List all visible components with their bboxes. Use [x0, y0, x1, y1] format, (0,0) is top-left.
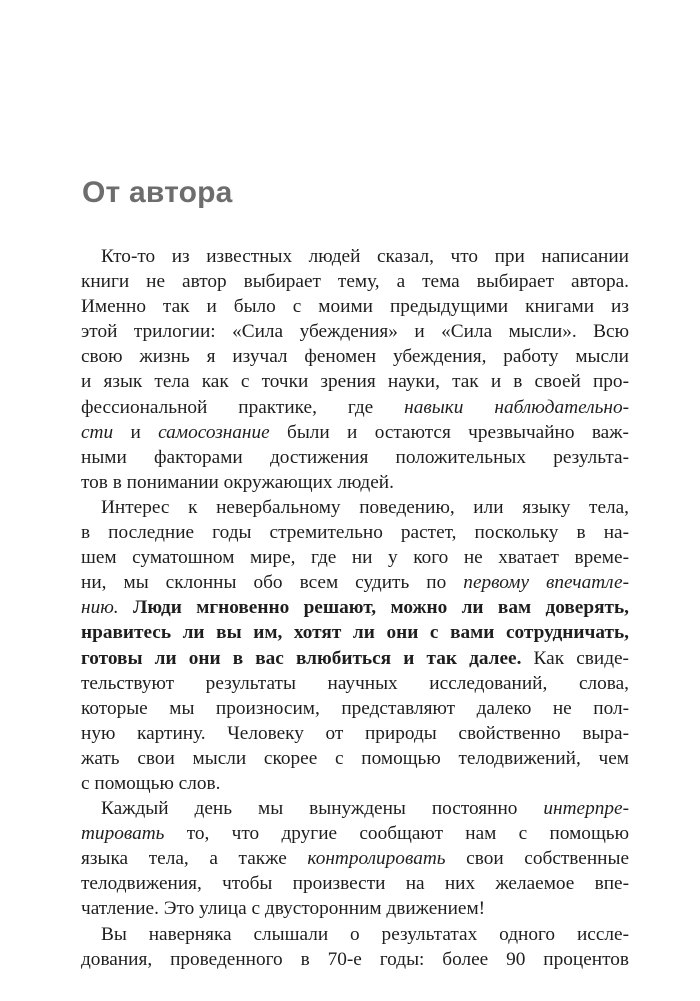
italic-phrase: интерпре- [543, 798, 629, 820]
text-line: жать свои мысли скорее с помощью телодвижений, чем [81, 747, 629, 769]
text-line: Каждый день мы вынуждены постоянно интерпре- [101, 798, 629, 820]
text-line [81, 595, 629, 620]
text-line: готовы ли они в вас влюбиться и так далее. Как свиде- [81, 647, 629, 669]
text-line: ную картину. Человеку от природы свойственно выра- [81, 722, 629, 744]
text-line: фессиональной практике, где навыки наблюдательно- [81, 396, 630, 418]
italic-phrase: нию. [81, 597, 119, 619]
text-line: Кто-то из известных людей сказал, что при написании [101, 246, 629, 267]
text-line [81, 620, 629, 645]
text-line: Интерес к невербальному поведению, или языку тела, [101, 496, 629, 518]
text-line: чатление. Это улица с двусторонним движением! [81, 898, 486, 920]
italic-phrase: самосознание [158, 421, 270, 443]
italic-phrase: контролировать [307, 848, 446, 870]
text-line: тировать то, что другие сообщают нам с помощью [81, 823, 629, 845]
text-line: тельствуют результаты научных исследований, слова, [81, 672, 629, 694]
italic-phrase: сти [81, 421, 114, 443]
italic-phrase: первому впечатле- [463, 572, 629, 594]
italic-phrase: навыки наблюдательно- [404, 396, 630, 418]
text-line: этой трилогии: «Сила убеждения» и «Сила мысли». Всю [81, 321, 629, 343]
text-line: телодвижения, чтобы произвести на них желаемое впе- [81, 873, 629, 895]
text-line: шем суматошном мире, где ни у кого не хватает време- [81, 547, 629, 569]
text-line: которые мы произносим, представляют далеко не пол- [81, 697, 629, 719]
bold-phrase: нравитесь ли вы им, хотят ли они с вами сотрудничать, [81, 622, 629, 644]
text-line: и язык тела как с точки зрения науки, так и в своей про- [81, 371, 629, 393]
text-line: в последние годы стремительно растет, поскольку в на- [81, 522, 629, 544]
text-line: Именно так и было с моими предыдущими книгами из [81, 296, 629, 318]
italic-phrase: тировать [81, 823, 165, 845]
text-line: Вы наверняка слышали о результатах одного иссле- [101, 923, 629, 945]
text-line: ни, мы склонны обо всем судить по первому впечатле- [81, 572, 629, 594]
text-line: книги не автор выбирает тему, а тема выбирает автора. [81, 271, 629, 293]
text-line: с помощью слов. [81, 772, 221, 794]
text-line: языка тела, а также контролировать свои собственные [81, 848, 629, 870]
bold-phrase: Люди мгновенно решают, можно ли вам доверять, [133, 597, 629, 619]
body-text [81, 244, 629, 972]
text-line: дования, проведенного в 70-е годы: более 90 процентов [81, 948, 629, 970]
chapter-title: От автора [82, 176, 233, 209]
text-line: свою жизнь я изучал феномен убеждения, работу мысли [81, 346, 629, 368]
text-line: сти и самосознание были и остаются чрезвычайно важ- [81, 421, 629, 443]
text-line: тов в понимании окружающих людей. [81, 471, 394, 493]
bold-phrase: готовы ли они в вас влюбиться и так далее. [81, 647, 522, 669]
text-line: ными факторами достижения положительных результа- [81, 446, 629, 468]
